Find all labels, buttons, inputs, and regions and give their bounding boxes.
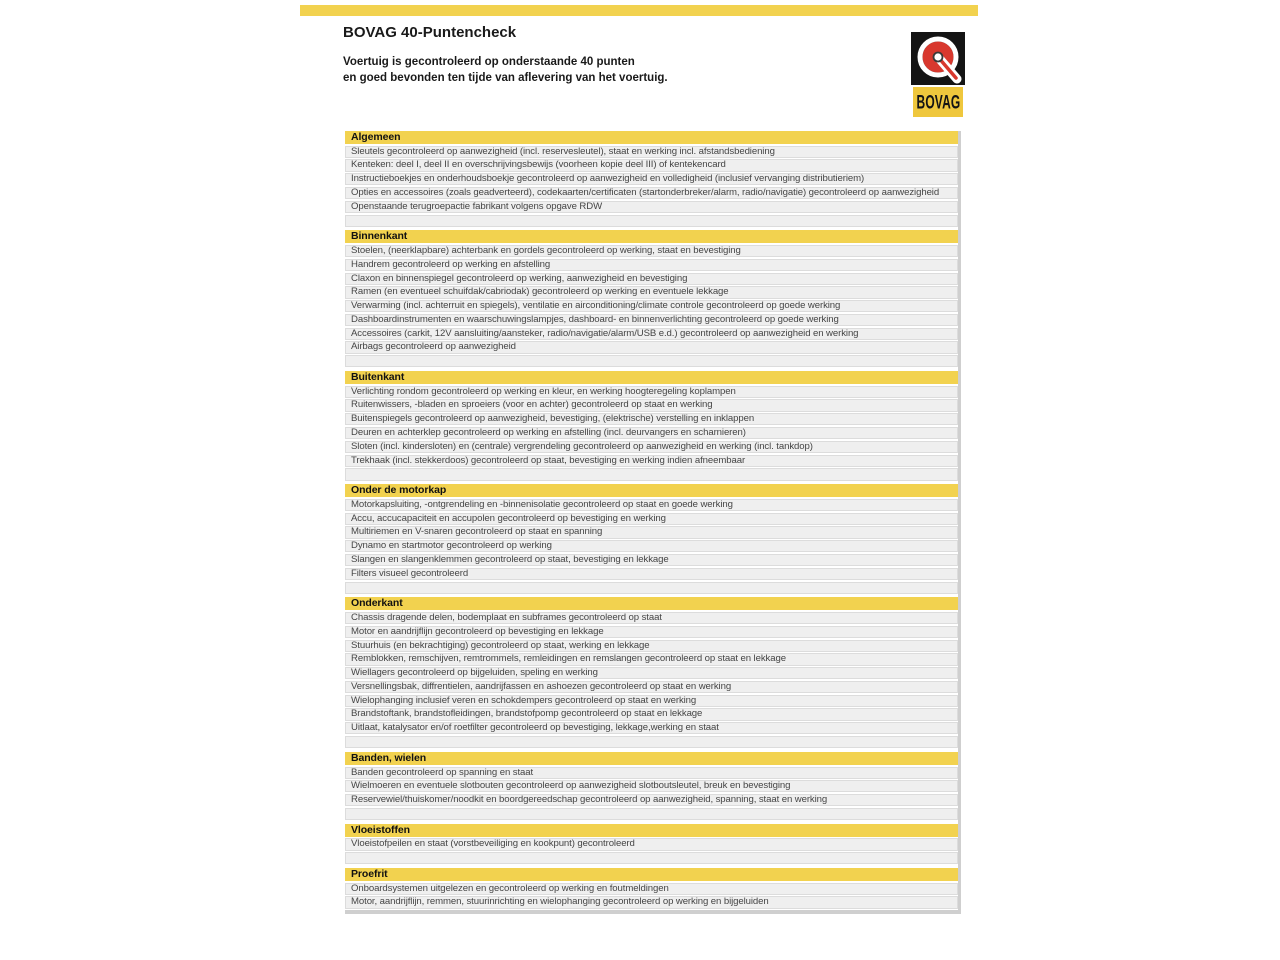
subtitle-line-1: Voertuig is gecontroleerd op onderstaande 40 punten — [343, 56, 635, 68]
checklist-item: Filters visueel gecontroleerd — [345, 568, 958, 580]
section-header: Onderkant — [345, 597, 958, 610]
checklist-section — [345, 752, 958, 820]
bovag-logo — [911, 32, 965, 117]
bovag-logo-wordmark: BOVAG — [916, 90, 960, 114]
section-header: Vloeistoffen — [345, 824, 958, 837]
checklist-item: Sloten (incl. kindersloten) en (centrale) vergrendeling gecontroleerd op aanwezigheid en werking (incl. tankdop) — [345, 441, 958, 453]
empty-spacer-row — [345, 852, 958, 864]
checklist-item: Versnellingsbak, diffrentielen, aandrijfassen en ashoezen gecontroleerd op staat en werking — [345, 681, 958, 693]
section-header: Proefrit — [345, 868, 958, 881]
checklist-item: Banden gecontroleerd op spanning en staat — [345, 767, 958, 779]
checklist-section — [345, 597, 958, 748]
bovag-logo-wordmark-box — [913, 87, 963, 117]
checklist-item: Verwarming (incl. achterruit en spiegels), ventilatie en airconditioning/climate controle gecontroleerd op goede werking — [345, 300, 958, 312]
checklist-item: Deuren en achterklep gecontroleerd op werking en afstelling (incl. deurvangers en scharnieren) — [345, 427, 958, 439]
checklist-item: Slangen en slangenklemmen gecontroleerd op staat, bevestiging en lekkage — [345, 554, 958, 566]
checklist-item: Accessoires (carkit, 12V aansluiting/aansteker, radio/navigatie/alarm/USB e.d.) gecontroleerd op aanwezigheid en werking — [345, 328, 958, 340]
checklist-item: Ruitenwissers, -bladen en sproeiers (voor en achter) gecontroleerd op staat en werking — [345, 399, 958, 411]
checklist-item: Verlichting rondom gecontroleerd op werking en kleur, en werking hoogteregeling koplampen — [345, 386, 958, 398]
checklist-item: Instructieboekjes en onderhoudsboekje gecontroleerd op aanwezigheid en volledigheid (inclusief vervanging distributieriem) — [345, 173, 958, 185]
checklist-item: Motor, aandrijflijn, remmen, stuurinrichting en wielophanging gecontroleerd op werking en bijgeluiden — [345, 896, 958, 908]
section-header: Banden, wielen — [345, 752, 958, 765]
checklist-section — [345, 230, 958, 367]
bovag-logo-icon — [911, 32, 965, 85]
checklist-item: Remblokken, remschijven, remtrommels, remleidingen en remslangen gecontroleerd op staat en lekkage — [345, 653, 958, 665]
checklist — [345, 131, 961, 914]
checklist-item: Airbags gecontroleerd op aanwezigheid — [345, 341, 958, 353]
empty-spacer-row — [345, 808, 958, 820]
checklist-item: Opties en accessoires (zoals geadverteerd), codekaarten/certificaten (startonderbreker/alarm, radio/navigatie) gecontroleerd op aanwezigheid — [345, 187, 958, 199]
empty-spacer-row — [345, 582, 958, 594]
checklist-item: Chassis dragende delen, bodemplaat en subframes gecontroleerd op staat — [345, 612, 958, 624]
checklist-item: Stuurhuis (en bekrachtiging) gecontroleerd op staat, werking en lekkage — [345, 640, 958, 652]
checklist-item: Kenteken: deel I, deel II en overschrijvingsbewijs (voorheen kopie deel III) of kentekencard — [345, 159, 958, 171]
checklist-item: Dynamo en startmotor gecontroleerd op werking — [345, 540, 958, 552]
checklist-item: Sleutels gecontroleerd op aanwezigheid (incl. reservesleutel), staat en werking incl. afstandsbediening — [345, 146, 958, 158]
section-header: Buitenkant — [345, 371, 958, 384]
page-title-text: BOVAG 40-Puntencheck — [343, 24, 517, 41]
checklist-item: Claxon en binnenspiegel gecontroleerd op werking, aanwezigheid en bevestiging — [345, 273, 958, 285]
checklist-item: Openstaande terugroepactie fabrikant volgens opgave RDW — [345, 201, 958, 213]
checklist-item: Wiellagers gecontroleerd op bijgeluiden, speling en werking — [345, 667, 958, 679]
checklist-item: Wielmoeren en eventuele slotbouten gecontroleerd op aanwezigheid slotboutsleutel, breuk en bevestiging — [345, 780, 958, 792]
checklist-item: Buitenspiegels gecontroleerd op aanwezigheid, bevestiging, (elektrische) verstelling en inklappen — [345, 413, 958, 425]
checklist-item: Handrem gecontroleerd op werking en afstelling — [345, 259, 958, 271]
checklist-item: Onboardsystemen uitgelezen en gecontroleerd op werking en foutmeldingen — [345, 883, 958, 895]
subtitle-line-2: en goed bevonden ten tijde van aflevering van het voertuig. — [343, 71, 668, 84]
checklist-item: Wielophanging inclusief veren en schokdempers gecontroleerd op staat en werking — [345, 695, 958, 707]
empty-spacer-row — [345, 468, 958, 480]
empty-spacer-row — [345, 215, 958, 227]
checklist-section — [345, 131, 958, 227]
empty-spacer-row — [345, 736, 958, 748]
checklist-item: Vloeistofpeilen en staat (vorstbeveiliging en kookpunt) gecontroleerd — [345, 838, 958, 850]
checklist-item: Dashboardinstrumenten en waarschuwingslampjes, dashboard- en binnenverlichting gecontroleerd op goede werking — [345, 314, 958, 326]
checklist-item: Motorkapsluiting, -ontgrendeling en -binnenisolatie gecontroleerd op staat en goede werking — [345, 499, 958, 511]
checklist-item: Ramen (en eventueel schuifdak/cabriodak) gecontroleerd op werking en eventuele lekkage — [345, 286, 958, 298]
checklist-item: Brandstoftank, brandstofleidingen, brandstofpomp gecontroleerd op staat en lekkage — [345, 708, 958, 720]
checklist-item: Multiriemen en V-snaren gecontroleerd op staat en spanning — [345, 526, 958, 538]
checklist-section — [345, 371, 958, 480]
empty-spacer-row — [345, 355, 958, 367]
checklist-item: Accu, accucapaciteit en accupolen gecontroleerd op bevestiging en werking — [345, 513, 958, 525]
section-header: Algemeen — [345, 131, 958, 144]
section-header: Onder de motorkap — [345, 484, 958, 497]
page-subtitle — [343, 55, 668, 86]
checklist-item: Motor en aandrijflijn gecontroleerd op bevestiging en lekkage — [345, 626, 958, 638]
page-title — [343, 24, 516, 41]
top-accent-bar — [300, 5, 978, 16]
section-header: Binnenkant — [345, 230, 958, 243]
checklist-section — [345, 868, 958, 909]
checklist-item: Trekhaak (incl. stekkerdoos) gecontroleerd op staat, bevestiging en werking indien afneembaar — [345, 455, 958, 467]
checklist-section — [345, 824, 958, 865]
checklist-item: Stoelen, (neerklapbare) achterbank en gordels gecontroleerd op werking, staat en bevestiging — [345, 245, 958, 257]
checklist-item: Uitlaat, katalysator en/of roetfilter gecontroleerd op bevestiging, lekkage,werking en staat — [345, 722, 958, 734]
checklist-item: Reservewiel/thuiskomer/noodkit en boordgereedschap gecontroleerd op aanwezigheid, spanning, staat en werking — [345, 794, 958, 806]
checklist-section — [345, 484, 958, 593]
